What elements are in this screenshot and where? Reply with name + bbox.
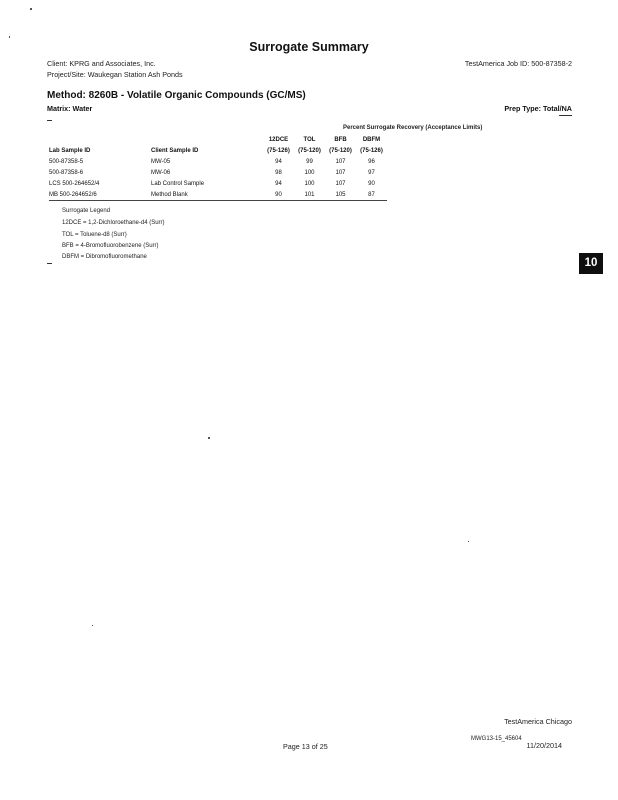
table-group-header: Percent Surrogate Recovery (Acceptance Limits) <box>343 125 483 131</box>
client-sample-id: Lab Control Sample <box>151 180 205 187</box>
scan-speck <box>30 8 32 10</box>
value-12dce: 94 <box>275 180 282 187</box>
value-tol: 99 <box>306 158 313 165</box>
margin-mark <box>47 263 52 264</box>
value-bfb: 105 <box>325 189 356 201</box>
lab-sample-id: 500-87358-6 <box>49 169 84 176</box>
value-dbfm: 96 <box>368 158 375 165</box>
col-header-bfb: BFB <box>334 136 347 143</box>
legend-item: 12DCE = 1,2-Dichloroethane-d4 (Surr) <box>62 220 165 226</box>
legend-item: TOL = Toluene-d8 (Surr) <box>62 232 127 238</box>
client-sample-id: MW-05 <box>151 158 171 165</box>
col-header-12dce: 12DCE <box>268 136 289 143</box>
margin-mark <box>47 120 52 121</box>
col-header-tol: TOL <box>303 136 316 143</box>
scan-speck <box>9 36 10 38</box>
legend-item: DBFM = Dibromofluoromethane <box>62 254 147 260</box>
col-limits-bfb: (75-120) <box>329 147 352 154</box>
value-12dce: 94 <box>275 158 282 165</box>
footer-company: TestAmerica Chicago <box>504 717 572 726</box>
method-title: Method: 8260B - Volatile Organic Compounds (GC/MS) <box>47 90 306 101</box>
scan-speck <box>468 541 469 542</box>
prep-type-underline <box>559 115 572 116</box>
table-row <box>49 156 387 167</box>
section-tab-badge: 10 <box>579 253 603 274</box>
col-limits-dbfm: (75-126) <box>360 147 383 154</box>
report-date: 11/20/2014 <box>526 741 562 750</box>
legend-item: BFB = 4-Bromofluorobenzene (Surr) <box>62 243 159 249</box>
value-dbfm: 97 <box>368 169 375 176</box>
col-header-dbfm: DBFM <box>362 136 381 143</box>
client-name: Client: KPRG and Associates, Inc. <box>47 59 156 68</box>
table-row <box>49 189 387 201</box>
surrogate-legend-title: Surrogate Legend <box>62 208 111 214</box>
client-sample-id: MW-06 <box>151 169 171 176</box>
col-limits-tol: (75-120) <box>298 147 321 154</box>
col-header-lab-sample-id: Lab Sample ID <box>49 147 91 154</box>
col-header-client-sample-id: Client Sample ID <box>151 147 199 154</box>
value-dbfm: 90 <box>368 180 375 187</box>
table-row <box>49 178 387 189</box>
value-bfb: 107 <box>335 180 346 187</box>
matrix-label: Matrix: Water <box>47 104 93 113</box>
surrogate-recovery-table <box>49 134 387 201</box>
scan-speck <box>208 437 210 439</box>
scan-speck <box>92 625 93 626</box>
value-bfb: 107 <box>335 169 346 176</box>
lab-sample-id: LCS 500-264652/4 <box>49 180 100 187</box>
col-limits-12dce: (75-126) <box>267 147 290 154</box>
lab-sample-id: MB 500-264652/6 <box>49 189 151 201</box>
table-row <box>49 167 387 178</box>
prep-type-label: Prep Type: Total/NA <box>504 104 572 113</box>
value-12dce: 90 <box>263 189 294 201</box>
value-tol: 100 <box>304 169 315 176</box>
value-bfb: 107 <box>335 158 346 165</box>
lab-sample-id: 500-87358-5 <box>49 158 84 165</box>
table-header-row <box>49 145 387 156</box>
table-header-row <box>49 134 387 145</box>
value-tol: 101 <box>294 189 325 201</box>
page-title: Surrogate Summary <box>249 40 369 54</box>
project-site: Project/Site: Waukegan Station Ash Ponds <box>47 70 183 79</box>
document-id: MWG13-15_45604 <box>471 736 522 742</box>
value-dbfm: 87 <box>356 189 387 201</box>
value-12dce: 98 <box>275 169 282 176</box>
client-sample-id: Method Blank <box>151 189 263 201</box>
page-number: Page 13 of 25 <box>283 742 328 751</box>
job-id: TestAmerica Job ID: 500-87358-2 <box>464 59 572 68</box>
value-tol: 100 <box>304 180 315 187</box>
